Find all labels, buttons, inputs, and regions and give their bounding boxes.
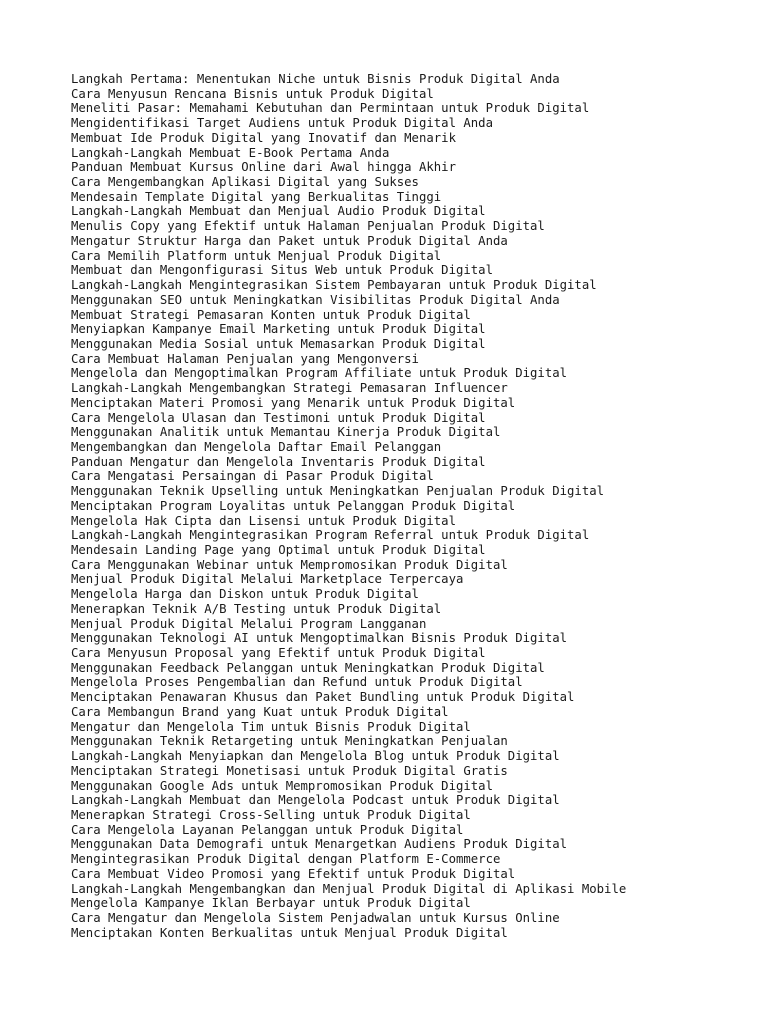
outline-line: Langkah-Langkah Membuat dan Mengelola Podcast untuk Produk Digital	[71, 793, 560, 808]
outline-line: Mengelola dan Mengoptimalkan Program Affiliate untuk Produk Digital	[71, 366, 568, 381]
outline-line: Menyiapkan Kampanye Email Marketing untuk Produk Digital	[71, 322, 486, 337]
outline-line: Menggunakan Feedback Pelanggan untuk Meningkatkan Produk Digital	[71, 660, 545, 675]
outline-line: Menjual Produk Digital Melalui Marketplace Terpercaya	[71, 572, 464, 587]
outline-line: Menggunakan Media Sosial untuk Memasarkan Produk Digital	[71, 336, 486, 351]
outline-line: Cara Mengatur dan Mengelola Sistem Penjadwalan untuk Kursus Online	[71, 910, 560, 925]
outline-line: Membuat dan Mengonfigurasi Situs Web untuk Produk Digital	[71, 263, 493, 278]
outline-line: Cara Memilih Platform untuk Menjual Produk Digital	[71, 248, 442, 263]
outline-line: Langkah-Langkah Membuat dan Menjual Audio Produk Digital	[71, 204, 486, 219]
outline-line: Mengidentifikasi Target Audiens untuk Produk Digital Anda	[71, 116, 493, 131]
outline-line: Panduan Membuat Kursus Online dari Awal hingga Akhir	[71, 160, 456, 175]
outline-line: Menggunakan Teknik Upselling untuk Meningkatkan Penjualan Produk Digital	[71, 484, 605, 499]
outline-line: Mengatur dan Mengelola Tim untuk Bisnis Produk Digital	[71, 719, 471, 734]
outline-line: Menggunakan SEO untuk Meningkatkan Visibilitas Produk Digital Anda	[71, 292, 560, 307]
outline-line: Cara Membuat Video Promosi yang Efektif untuk Produk Digital	[71, 866, 516, 881]
outline-line: Mengelola Kampanye Iklan Berbayar untuk Produk Digital	[71, 896, 471, 911]
outline-line: Cara Mengatasi Persaingan di Pasar Produk Digital	[71, 469, 434, 484]
outline-line: Menjual Produk Digital Melalui Program Langganan	[71, 616, 427, 631]
outline-line: Membuat Strategi Pemasaran Konten untuk Produk Digital	[71, 307, 471, 322]
outline-line: Langkah-Langkah Menyiapkan dan Mengelola Blog untuk Produk Digital	[71, 749, 560, 764]
outline-line: Cara Menggunakan Webinar untuk Mempromosikan Produk Digital	[71, 557, 508, 572]
outline-line: Mendesain Template Digital yang Berkualitas Tinggi	[71, 189, 442, 204]
outline-line: Langkah-Langkah Mengintegrasikan Program Referral untuk Produk Digital	[71, 528, 590, 543]
outline-line: Langkah-Langkah Membuat E-Book Pertama Anda	[71, 145, 390, 160]
outline-line: Menerapkan Teknik A/B Testing untuk Produk Digital	[71, 601, 442, 616]
outline-line: Cara Menyusun Proposal yang Efektif untuk Produk Digital	[71, 646, 486, 661]
outline-line: Mendesain Landing Page yang Optimal untuk Produk Digital	[71, 543, 486, 557]
outline-line: Mengelola Harga dan Diskon untuk Produk Digital	[71, 587, 419, 602]
outline-line: Cara Mengembangkan Aplikasi Digital yang Sukses	[71, 175, 419, 190]
outline-line: Menggunakan Google Ads untuk Mempromosikan Produk Digital	[71, 778, 493, 793]
outline-line: Menulis Copy yang Efektif untuk Halaman Penjualan Produk Digital	[71, 219, 545, 234]
outline-line: Panduan Mengatur dan Mengelola Inventaris Produk Digital	[71, 454, 486, 469]
outline-line: Menciptakan Program Loyalitas untuk Pelanggan Produk Digital	[71, 498, 516, 513]
outline-line: Mengelola Proses Pengembalian dan Refund untuk Produk Digital	[71, 675, 523, 690]
outline-line: Cara Membangun Brand yang Kuat untuk Produk Digital	[71, 704, 449, 719]
outline-line: Cara Mengelola Layanan Pelanggan untuk Produk Digital	[71, 822, 464, 837]
outline-line: Cara Membuat Halaman Penjualan yang Mengonversi	[71, 351, 419, 366]
outline-line: Menggunakan Teknik Retargeting untuk Meningkatkan Penjualan	[71, 734, 508, 749]
outline-line: Menciptakan Strategi Monetisasi untuk Produk Digital Gratis	[71, 763, 508, 778]
outline-line: Menerapkan Strategi Cross-Selling untuk Produk Digital	[71, 807, 471, 822]
outline-line: Cara Menyusun Rencana Bisnis untuk Produk Digital	[71, 86, 434, 101]
outline-line: Menciptakan Penawaran Khusus dan Paket Bundling untuk Produk Digital	[71, 690, 575, 705]
outline-line: Mengatur Struktur Harga dan Paket untuk Produk Digital Anda	[71, 233, 508, 248]
outline-line: Langkah-Langkah Mengembangkan Strategi Pemasaran Influencer	[71, 381, 508, 396]
outline-line: Cara Mengelola Ulasan dan Testimoni untuk Produk Digital	[71, 410, 486, 425]
outline-line: Menggunakan Teknologi AI untuk Mengoptimalkan Bisnis Produk Digital	[71, 631, 568, 646]
outline-line: Langkah Pertama: Menentukan Niche untuk Bisnis Produk Digital Anda	[71, 72, 560, 86]
outline-line: Mengelola Hak Cipta dan Lisensi untuk Produk Digital	[71, 513, 456, 528]
outline-line: Menciptakan Materi Promosi yang Menarik untuk Produk Digital	[71, 395, 516, 410]
outline-line: Mengintegrasikan Produk Digital dengan Platform E-Commerce	[71, 852, 501, 867]
outline-line: Menciptakan Konten Berkualitas untuk Menjual Produk Digital	[71, 925, 508, 940]
outline-line: Menggunakan Analitik untuk Memantau Kinerja Produk Digital	[71, 425, 501, 440]
outline-line: Langkah-Langkah Mengintegrasikan Sistem Pembayaran untuk Produk Digital	[71, 278, 597, 293]
outline-line: Meneliti Pasar: Memahami Kebutuhan dan Permintaan untuk Produk Digital	[71, 101, 590, 116]
outline-list	[71, 72, 626, 940]
outline-line: Membuat Ide Produk Digital yang Inovatif dan Menarik	[71, 130, 456, 145]
outline-line: Mengembangkan dan Mengelola Daftar Email Pelanggan	[71, 439, 442, 454]
outline-line: Menggunakan Data Demografi untuk Menargetkan Audiens Produk Digital	[71, 837, 568, 852]
outline-line: Langkah-Langkah Mengembangkan dan Menjual Produk Digital di Aplikasi Mobile	[71, 881, 627, 896]
